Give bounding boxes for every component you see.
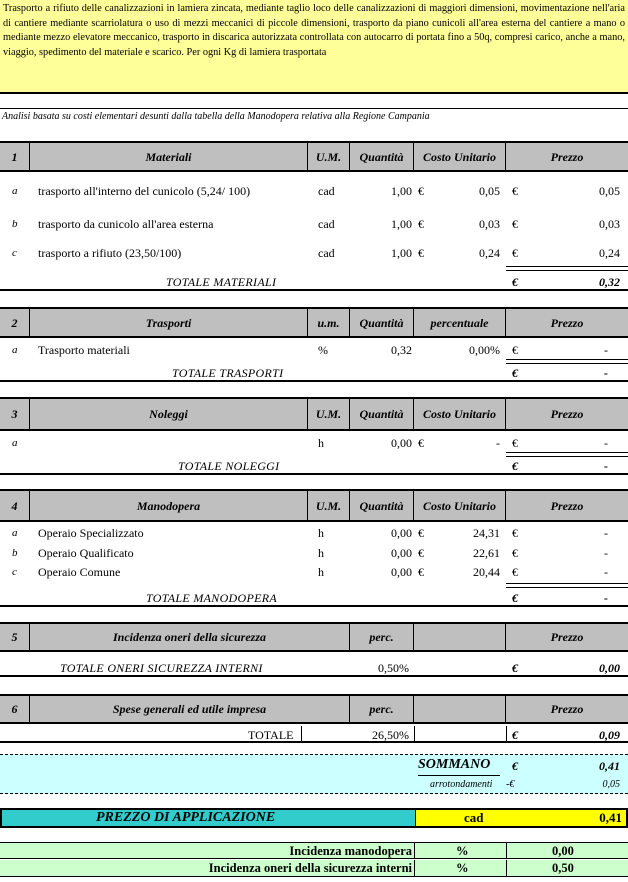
table-row (0, 563, 628, 581)
section-title: Materiali (30, 143, 308, 170)
row-price: - (604, 436, 608, 450)
incidenza-label: Incidenza oneri della sicurezza interni (208, 861, 412, 875)
row-price: - (604, 343, 608, 357)
col-costo-unitario: Costo Unitario (414, 399, 506, 429)
row-price: 0,03 (599, 217, 620, 231)
row-price: - (604, 565, 608, 579)
row-currency: € (512, 343, 518, 357)
col-um: U.M. (308, 399, 350, 429)
incidenza-label: Incidenza manodopera (289, 844, 412, 858)
row-quantity: 0,00 (391, 546, 412, 560)
row-unit-cost: 0,03 (479, 217, 500, 231)
arrotondamenti-label: arrotondamenti (430, 779, 493, 790)
analysis-basis-note: Analisi basata su costi elementari desunti dalla tabella della Manodopera relativa alla Regione Campania (0, 108, 628, 124)
col-empty (414, 624, 506, 650)
incidenza-unit: % (456, 844, 469, 858)
table-row (0, 244, 628, 262)
total-value: 0,32 (599, 275, 620, 289)
row-currency: € (512, 565, 518, 579)
total-value: - (604, 459, 608, 473)
col-costo-unitario: Costo Unitario (414, 143, 506, 170)
total-currency: € (512, 591, 518, 605)
section-header-manodopera (0, 489, 628, 522)
spese-percent: 26,50% (372, 728, 409, 742)
row-currency: € (418, 546, 424, 560)
total-sicurezza-row (0, 659, 628, 677)
row-unit-cost: 20,44 (473, 565, 500, 579)
col-quantita: Quantità (350, 143, 414, 170)
col-perc: perc. (350, 696, 414, 722)
row-um: cad (318, 184, 335, 198)
row-price: 0,24 (599, 246, 620, 260)
row-currency: € (512, 546, 518, 560)
prezzo-applicazione-value: 0,41 (599, 810, 622, 825)
total-currency: € (512, 366, 518, 380)
row-unit-cost: - (496, 436, 500, 450)
row-currency: € (418, 565, 424, 579)
row-unit-cost: 24,31 (473, 526, 500, 540)
total-label: TOTALE ONERI SICUREZZA INTERNI (60, 661, 263, 675)
row-letter: a (12, 437, 18, 449)
total-value: 0,00 (599, 661, 620, 675)
row-description: Operaio Comune (38, 565, 121, 579)
table-row (0, 524, 628, 542)
col-prezzo: Prezzo (550, 630, 584, 644)
row-currency: € (418, 184, 424, 198)
total-label: TOTALE NOLEGGI (178, 459, 280, 473)
col-percentuale: percentuale (414, 309, 506, 336)
row-um: h (318, 436, 324, 450)
row-currency: € (418, 436, 424, 450)
col-um: u.m. (308, 309, 350, 336)
row-letter: c (12, 247, 17, 259)
col-costo-unitario: Costo Unitario (414, 491, 506, 520)
divider (414, 726, 415, 743)
total-noleggi-row (0, 457, 628, 475)
section-title: Incidenza oneri della sicurezza (30, 624, 350, 650)
row-currency: € (418, 217, 424, 231)
row-um: h (318, 526, 324, 540)
arrotondamenti-value: 0,05 (602, 779, 620, 790)
double-underline (506, 583, 628, 588)
col-prezzo: Prezzo (550, 149, 584, 164)
incidenza-sicurezza-row (0, 860, 628, 877)
section-title: Noleggi (30, 399, 308, 429)
sommano-block (0, 754, 628, 794)
row-letter: b (12, 218, 18, 230)
section-number: 4 (0, 491, 30, 520)
section-header-trasporti (0, 307, 628, 338)
row-price: - (604, 546, 608, 560)
total-label: TOTALE TRASPORTI (172, 366, 284, 380)
row-unit-cost: 0,24 (479, 246, 500, 260)
total-currency: € (512, 275, 518, 289)
row-price: 0,05 (599, 184, 620, 198)
col-perc: perc. (350, 624, 414, 650)
total-spese-row (0, 726, 628, 743)
incidenza-manodopera-row (0, 842, 628, 859)
total-value: - (604, 366, 608, 380)
total-label: TOTALE MANODOPERA (146, 591, 277, 605)
section-title: Manodopera (30, 491, 308, 520)
row-price: - (604, 526, 608, 540)
incidenza-value: 0,00 (552, 844, 574, 858)
row-unit-cost: 0,00% (469, 343, 500, 357)
section-number: 6 (0, 696, 30, 722)
prezzo-applicazione-label: PREZZO DI APPLICAZIONE (96, 810, 276, 825)
row-description: Operaio Qualificato (38, 546, 134, 560)
arrotondamenti-currency: -€ (506, 779, 515, 790)
col-prezzo: Prezzo (550, 702, 584, 716)
row-currency: € (512, 184, 518, 198)
sommano-underline (418, 775, 500, 776)
row-currency: € (418, 526, 424, 540)
row-quantity: 0,00 (391, 526, 412, 540)
row-quantity: 1,00 (391, 217, 412, 231)
section-header-noleggi (0, 397, 628, 431)
section-title: Spese generali ed utile impresa (30, 696, 350, 722)
prezzo-applicazione-unit: cad (464, 810, 484, 825)
col-quantita: Quantità (350, 399, 414, 429)
divider (301, 726, 302, 743)
item-description: Trasporto a rifiuto delle canalizzazioni in lamiera zincata, mediante taglio loco delle canalizzazioni di maggiori dimensioni, movimentazione nell'aria di cantiere mediante scarriolatura o uso di mezzi meccanici di piccole dimensioni, trasporto da piano cunicoli all'area esterna del cantiere a mano o mediante mezzo elevatore meccanico, trasporto in discarica autorizzata controllata con autocarro di portata fino a 50q, compresi carico, anche a mano, viaggio, spedimento del materiale e scarico. Per ogni Kg di lamiera trasportata (0, 0, 628, 94)
row-letter: a (12, 527, 18, 539)
total-trasporti-row (0, 364, 628, 382)
col-empty (414, 696, 506, 722)
total-currency: € (512, 728, 518, 742)
sommano-currency: € (512, 759, 518, 773)
section-title: Trasporti (30, 309, 308, 336)
row-unit-cost: 22,61 (473, 546, 500, 560)
incidenza-value: 0,50 (552, 861, 574, 875)
table-row (0, 182, 628, 200)
total-materiali-row (0, 273, 628, 291)
divider (414, 843, 415, 858)
double-underline (506, 359, 628, 364)
row-quantity: 0,32 (391, 343, 412, 357)
row-letter: c (12, 566, 17, 578)
total-value: - (604, 591, 608, 605)
table-row (0, 434, 628, 452)
row-description: trasporto da cunicolo all'area esterna (38, 217, 214, 231)
row-currency: € (512, 217, 518, 231)
row-um: cad (318, 246, 335, 260)
col-um: U.M. (308, 143, 350, 170)
sommano-label: SOMMANO (418, 757, 491, 772)
total-label: TOTALE MATERIALI (166, 275, 277, 289)
row-currency: € (512, 436, 518, 450)
section-header-sicurezza (0, 622, 628, 652)
col-prezzo: Prezzo (550, 498, 584, 513)
row-currency: € (418, 246, 424, 260)
row-unit-cost: 0,05 (479, 184, 500, 198)
row-letter: a (12, 344, 18, 356)
divider (506, 726, 507, 743)
row-currency: € (512, 246, 518, 260)
divider (506, 843, 507, 858)
table-row (0, 341, 628, 359)
sicurezza-percent: 0,50% (378, 661, 409, 675)
table-row (0, 215, 628, 233)
divider (506, 860, 507, 876)
row-description: Operaio Specializzato (38, 526, 144, 540)
total-currency: € (512, 459, 518, 473)
row-quantity: 0,00 (391, 565, 412, 579)
row-quantity: 1,00 (391, 184, 412, 198)
row-letter: b (12, 547, 18, 559)
sommano-value: 0,41 (599, 759, 620, 773)
row-um: h (318, 546, 324, 560)
incidenza-unit: % (456, 861, 469, 875)
table-row (0, 544, 628, 562)
section-header-materiali (0, 141, 628, 172)
row-currency: € (512, 526, 518, 540)
col-prezzo: Prezzo (550, 315, 584, 330)
double-underline (506, 452, 628, 457)
double-underline (506, 266, 628, 271)
row-um: h (318, 565, 324, 579)
total-manodopera-row (0, 589, 628, 607)
total-value: 0,09 (599, 728, 620, 742)
row-quantity: 0,00 (391, 436, 412, 450)
row-um: % (318, 343, 328, 357)
row-quantity: 1,00 (391, 246, 412, 260)
section-number: 3 (0, 399, 30, 429)
prezzo-applicazione-row (0, 808, 628, 828)
col-um: U.M. (308, 491, 350, 520)
col-prezzo: Prezzo (550, 407, 584, 421)
row-description: trasporto a rifiuto (23,50/100) (38, 246, 182, 260)
section-number: 5 (0, 624, 30, 650)
row-description: Trasporto materiali (38, 343, 130, 357)
col-quantita: Quantità (350, 309, 414, 336)
divider (414, 860, 415, 876)
section-number: 2 (0, 309, 30, 336)
section-header-spese (0, 694, 628, 724)
section-number: 1 (0, 143, 30, 170)
row-letter: a (12, 185, 18, 197)
col-quantita: Quantità (350, 491, 414, 520)
row-um: cad (318, 217, 335, 231)
total-label: TOTALE (248, 728, 294, 742)
row-description: trasporto all'interno del cunicolo (5,24/ 100) (38, 184, 251, 198)
total-currency: € (512, 661, 518, 675)
